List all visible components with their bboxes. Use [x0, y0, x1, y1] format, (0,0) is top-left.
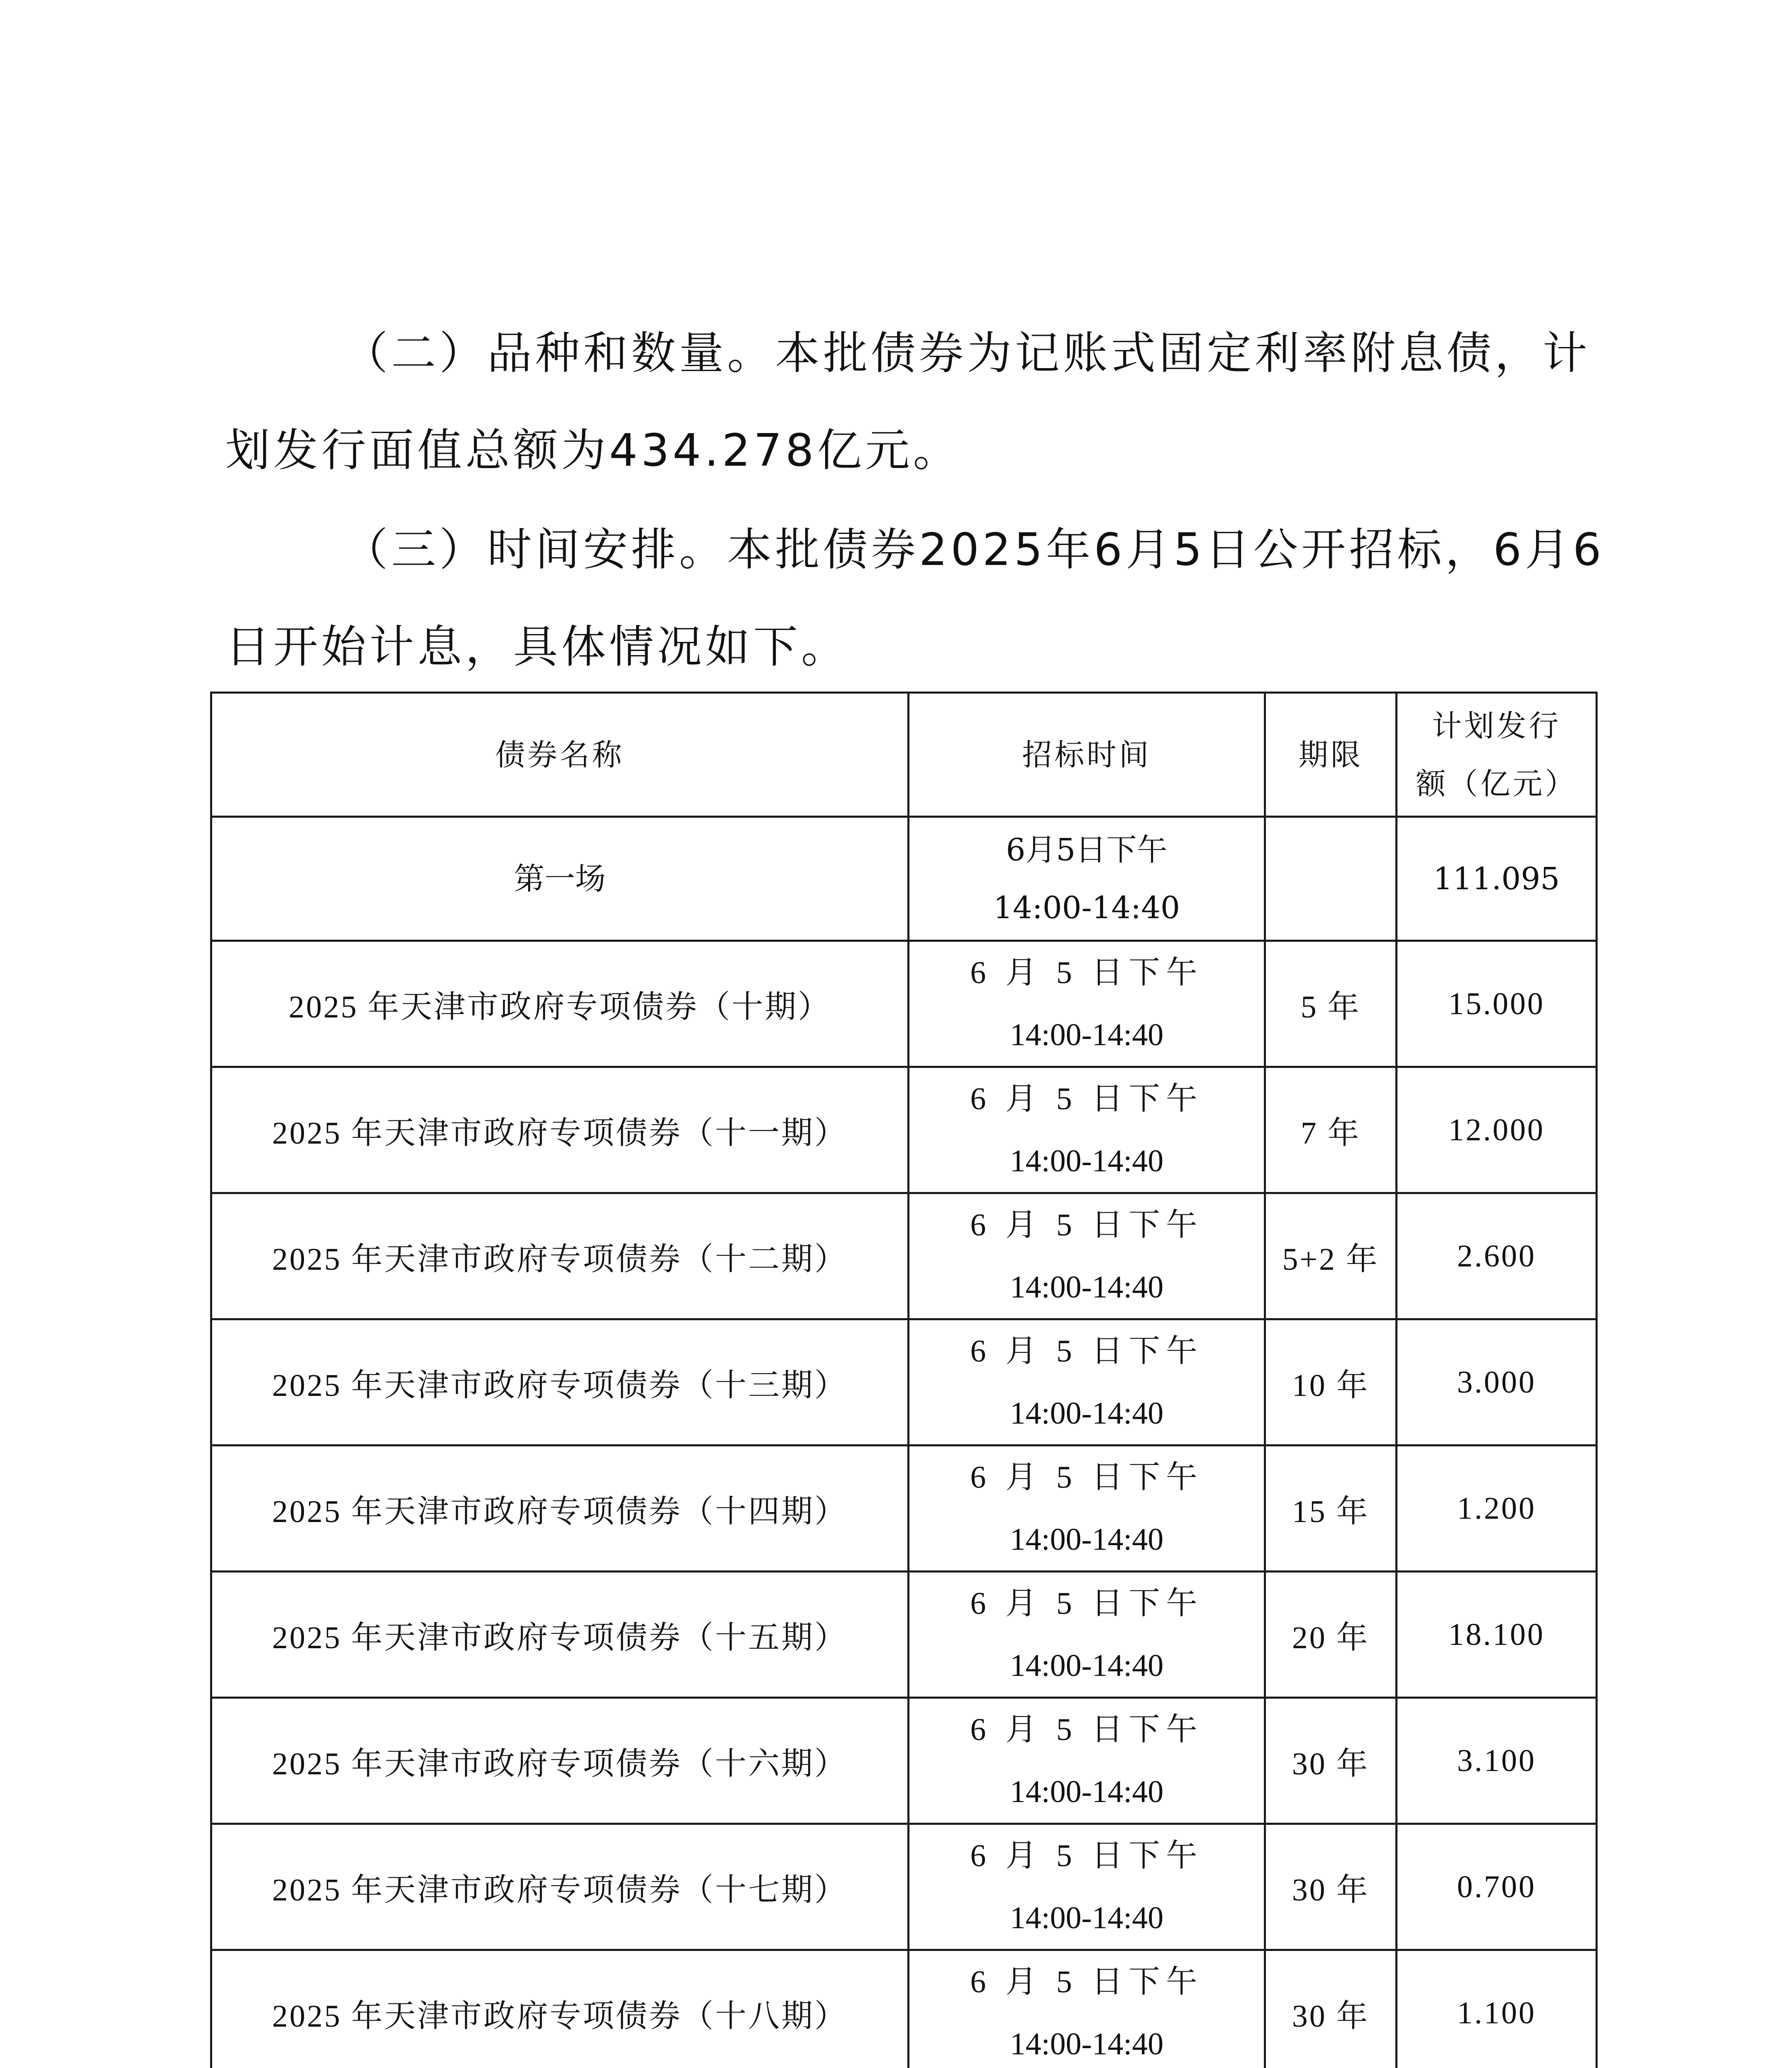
header-auction-time: 招标时间 — [909, 693, 1265, 817]
auction-time — [909, 1319, 1265, 1446]
auction-time — [909, 1446, 1265, 1572]
header-amount-line2: 额（亿元） — [1416, 766, 1577, 801]
bond-name: 2025 年天津市政府专项债券（十期） — [211, 941, 909, 1067]
auction-time-range: 14:00-14:40 — [1010, 1900, 1164, 1935]
session-time-range: 14:00-14:40 — [993, 890, 1180, 926]
auction-time-range: 14:00-14:40 — [1010, 1144, 1164, 1178]
auction-time — [909, 1193, 1265, 1319]
auction-time — [909, 1572, 1265, 1698]
table-row — [211, 1193, 1597, 1319]
auction-time — [909, 1824, 1265, 1950]
planned-amount: 3.000 — [1397, 1319, 1597, 1446]
bond-term: 5+2 年 — [1265, 1193, 1397, 1319]
auction-time-range: 14:00-14:40 — [1010, 2027, 1164, 2061]
auction-time — [909, 1067, 1265, 1193]
auction-time-range: 14:00-14:40 — [1010, 1017, 1164, 1052]
auction-time-range: 14:00-14:40 — [1010, 1396, 1164, 1431]
auction-time — [909, 1698, 1265, 1824]
header-bond-name: 债券名称 — [211, 693, 909, 817]
bond-name: 2025 年天津市政府专项债券（十二期） — [211, 1193, 909, 1319]
auction-date: 6 月 5 日下午 — [970, 1586, 1203, 1621]
planned-amount: 3.100 — [1397, 1698, 1597, 1824]
table-row — [211, 1446, 1597, 1572]
auction-date: 6 月 5 日下午 — [970, 1082, 1203, 1116]
table-row — [211, 1950, 1597, 2068]
header-amount-line1: 计划发行 — [1432, 708, 1561, 743]
auction-date: 6 月 5 日下午 — [970, 1712, 1203, 1747]
session-time — [909, 817, 1265, 941]
table-row — [211, 1319, 1597, 1446]
bond-name: 2025 年天津市政府专项债券（十七期） — [211, 1824, 909, 1950]
table-row — [211, 1824, 1597, 1950]
table-row — [211, 1698, 1597, 1824]
bond-term: 15 年 — [1265, 1446, 1397, 1572]
planned-amount: 12.000 — [1397, 1067, 1597, 1193]
bond-term: 7 年 — [1265, 1067, 1397, 1193]
paragraph-schedule-line2: 日开始计息，具体情况如下。 — [225, 621, 849, 673]
auction-date: 6 月 5 日下午 — [970, 1965, 1203, 1999]
bond-term: 30 年 — [1265, 1698, 1397, 1824]
planned-amount: 0.700 — [1397, 1824, 1597, 1950]
bond-term: 20 年 — [1265, 1572, 1397, 1698]
auction-time-range: 14:00-14:40 — [1010, 1774, 1164, 1809]
auction-date: 6 月 5 日下午 — [970, 1334, 1203, 1369]
session-amount: 111.095 — [1397, 817, 1597, 941]
table-row — [211, 1067, 1597, 1193]
auction-date: 6 月 5 日下午 — [970, 1838, 1203, 1873]
auction-time — [909, 1950, 1265, 2068]
bond-name: 2025 年天津市政府专项债券（十八期） — [211, 1950, 909, 2068]
table-row — [211, 941, 1597, 1067]
auction-date: 6 月 5 日下午 — [970, 1460, 1203, 1495]
auction-date: 6 月 5 日下午 — [970, 1208, 1203, 1242]
planned-amount: 18.100 — [1397, 1572, 1597, 1698]
bond-schedule-table — [210, 692, 1598, 2068]
auction-date: 6 月 5 日下午 — [970, 955, 1203, 990]
bond-name: 2025 年天津市政府专项债券（十六期） — [211, 1698, 909, 1824]
session-name: 第一场 — [211, 817, 909, 941]
bond-name: 2025 年天津市政府专项债券（十三期） — [211, 1319, 909, 1446]
bond-term: 30 年 — [1265, 1824, 1397, 1950]
session-summary-row — [211, 817, 1597, 941]
paragraph-variety-line2: 划发行面值总额为434.278亿元。 — [225, 425, 961, 476]
table-row — [211, 1572, 1597, 1698]
paragraph-schedule-line1: （三）时间安排。本批债券2025年6月5日公开招标，6月6 — [343, 524, 1605, 576]
planned-amount: 1.100 — [1397, 1950, 1597, 2068]
planned-amount: 15.000 — [1397, 941, 1597, 1067]
auction-time — [909, 941, 1265, 1067]
header-planned-amount — [1397, 693, 1597, 817]
bond-name: 2025 年天津市政府专项债券（十五期） — [211, 1572, 909, 1698]
bond-term: 10 年 — [1265, 1319, 1397, 1446]
header-term: 期限 — [1265, 693, 1397, 817]
auction-time-range: 14:00-14:40 — [1010, 1270, 1164, 1304]
session-date: 6月5日下午 — [1006, 832, 1168, 868]
bond-term: 5 年 — [1265, 941, 1397, 1067]
auction-time-range: 14:00-14:40 — [1010, 1522, 1164, 1557]
bond-name: 2025 年天津市政府专项债券（十一期） — [211, 1067, 909, 1193]
planned-amount: 1.200 — [1397, 1446, 1597, 1572]
table-header-row — [211, 693, 1597, 817]
bond-term: 30 年 — [1265, 1950, 1397, 2068]
bond-name: 2025 年天津市政府专项债券（十四期） — [211, 1446, 909, 1572]
session-term — [1265, 817, 1397, 941]
auction-time-range: 14:00-14:40 — [1010, 1648, 1164, 1683]
paragraph-variety-line1: （二）品种和数量。本批债券为记账式固定利率附息债，计 — [343, 328, 1591, 379]
planned-amount: 2.600 — [1397, 1193, 1597, 1319]
